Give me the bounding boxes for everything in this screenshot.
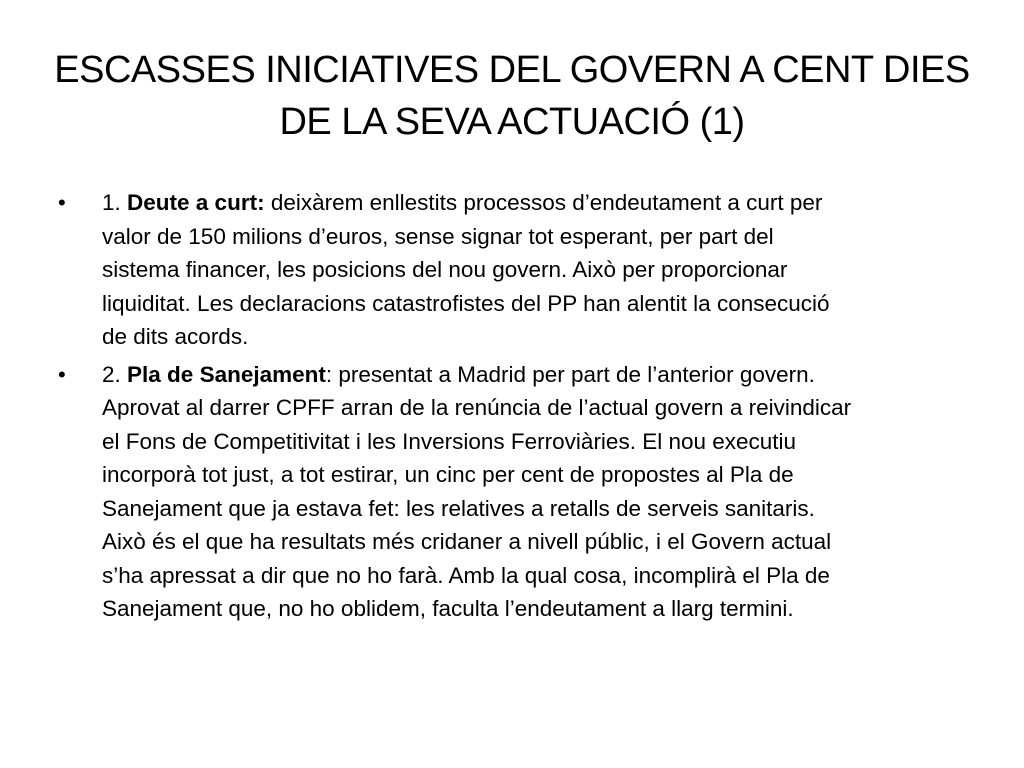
bullet-icon: • [58, 190, 66, 215]
bullet-text: deixàrem enllestits processos d’endeutament a curt per [270, 190, 823, 215]
bullet-heading: Deute a curt: [127, 190, 265, 215]
bullet-line: Sanejament que ja estava fet: les relatives a retalls de serveis sanitaris. [102, 495, 815, 521]
bullet-item-deute-a-curt [58, 186, 958, 354]
bullet-line: Això és el que ha resultats més cridaner a nivell públic, i el Govern actual [102, 529, 832, 554]
slide-title-line-2: DE LA SEVA ACTUACIÓ (1) [279, 101, 745, 143]
slide-title-line-1: ESCASSES INICIATIVES DEL GOVERN A CENT DIES [54, 49, 970, 91]
bullet-line: de dits acords. [102, 324, 249, 349]
bullet-line: sistema financer, les posicions del nou govern. Això per proporcionar [102, 257, 788, 282]
bullet-line [102, 186, 958, 220]
bullet-line [102, 358, 958, 392]
bullet-line: liquiditat. Les declaracions catastrofistes del PP han alentit la consecució [102, 290, 830, 316]
slide-title [40, 44, 984, 148]
bullet-item-pla-de-sanejament [58, 358, 958, 626]
bullet-line: Sanejament que, no ho oblidem, faculta l’endeutament a llarg termini. [102, 596, 794, 621]
bullet-icon: • [58, 361, 66, 387]
bullet-text: : presentat a Madrid per part de l’anterior govern. [325, 361, 815, 387]
bullet-number: 1. [102, 190, 121, 215]
bullet-list [58, 186, 958, 626]
bullet-line: el Fons de Competitivitat i les Inversions Ferroviàries. El nou executiu [102, 428, 797, 454]
bullet-line: incorporà tot just, a tot estirar, un cinc per cent de propostes al Pla de [102, 462, 794, 487]
bullet-heading: Pla de Sanejament [127, 361, 326, 387]
bullet-line: Aprovat al darrer CPFF arran de la renúncia de l’actual govern a reivindicar [102, 395, 852, 420]
bullet-number: 2. [102, 361, 121, 387]
bullet-line: valor de 150 milions d’euros, sense signar tot esperant, per part del [102, 223, 774, 249]
bullet-line: s’ha apressat a dir que no ho farà. Amb la qual cosa, incomplirà el Pla de [102, 562, 830, 588]
